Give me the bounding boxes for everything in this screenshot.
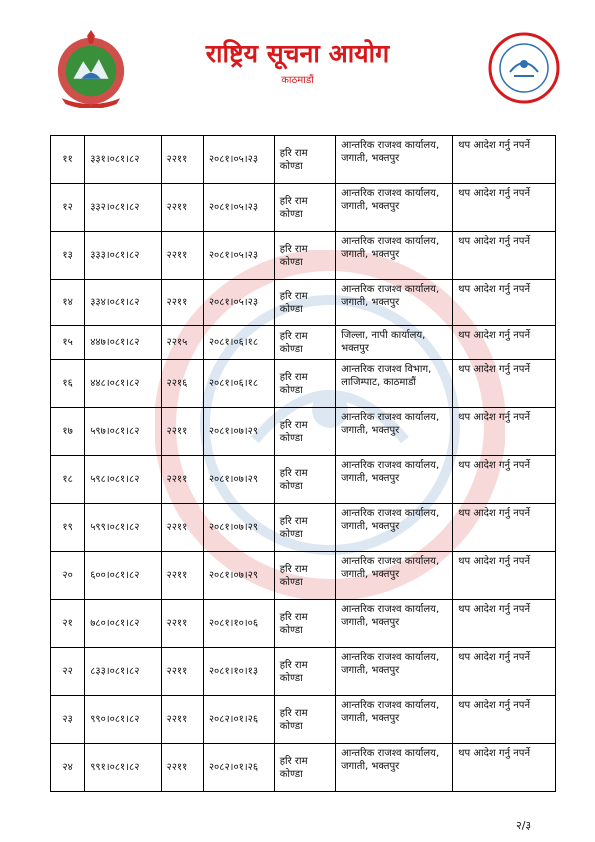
decision-cell: थप आदेश गर्नु नपर्ने	[453, 504, 556, 552]
table-row	[51, 136, 556, 184]
table-row	[51, 326, 556, 360]
applicant-name-cell: हरि राम कोण्डा	[274, 456, 335, 504]
serial-number-cell: १८	[51, 456, 85, 504]
decision-cell: थप आदेश गर्नु नपर्ने	[453, 280, 556, 326]
code-cell: २२११	[161, 600, 203, 648]
serial-number-cell: २०	[51, 552, 85, 600]
registration-number-cell: ३३१।०८१।८२	[85, 136, 161, 184]
nepal-government-emblem-icon	[52, 30, 130, 108]
decision-cell: थप आदेश गर्नु नपर्ने	[453, 136, 556, 184]
code-cell: २२११	[161, 744, 203, 792]
page-subtitle: काठमाडौं	[281, 75, 314, 86]
date-cell: २०८१।०७।२९	[203, 552, 274, 600]
code-cell: २२१५	[161, 326, 203, 360]
applicant-name-cell: हरि राम कोण्डा	[274, 360, 335, 408]
serial-number-cell: १६	[51, 360, 85, 408]
date-cell: २०८१।०७।२९	[203, 408, 274, 456]
registration-number-cell: ९९१।०८१।८२	[85, 744, 161, 792]
page-number: २/३	[516, 819, 532, 832]
code-cell: २२११	[161, 456, 203, 504]
registration-number-cell: ७८०।०८१।८२	[85, 600, 161, 648]
applicant-name-cell: हरि राम कोण्डा	[274, 184, 335, 232]
page-header	[0, 0, 595, 120]
registration-number-cell: ५९९।०८१।८२	[85, 504, 161, 552]
office-cell: आन्तरिक राजश्व कार्यालय, जगाती, भक्तपुर	[336, 744, 453, 792]
registration-number-cell: ३३३।०८१।८२	[85, 232, 161, 280]
code-cell: २२११	[161, 184, 203, 232]
code-cell: २२११	[161, 136, 203, 184]
page-title: राष्ट्रिय सूचना आयोग	[205, 39, 390, 68]
code-cell: २२११	[161, 232, 203, 280]
applicant-name-cell: हरि राम कोण्डा	[274, 600, 335, 648]
decision-cell: थप आदेश गर्नु नपर्ने	[453, 744, 556, 792]
decision-cell: थप आदेश गर्नु नपर्ने	[453, 408, 556, 456]
applicant-name-cell: हरि राम कोण्डा	[274, 744, 335, 792]
decision-cell: थप आदेश गर्नु नपर्ने	[453, 600, 556, 648]
office-cell: आन्तरिक राजश्व कार्यालय, जगाती, भक्तपुर	[336, 696, 453, 744]
table-row	[51, 648, 556, 696]
office-cell: आन्तरिक राजश्व कार्यालय, जगाती, भक्तपुर	[336, 504, 453, 552]
serial-number-cell: ११	[51, 136, 85, 184]
table-row	[51, 504, 556, 552]
applicant-name-cell: हरि राम कोण्डा	[274, 696, 335, 744]
applicant-name-cell: हरि राम कोण्डा	[274, 326, 335, 360]
applicant-name-cell: हरि राम कोण्डा	[274, 232, 335, 280]
registration-number-cell: ४४७।०८१।८२	[85, 326, 161, 360]
date-cell: २०८१।०५।२३	[203, 280, 274, 326]
date-cell: २०८२।०१।२६	[203, 744, 274, 792]
serial-number-cell: २३	[51, 696, 85, 744]
registration-number-cell: ३३४।०८१।८२	[85, 280, 161, 326]
office-cell: आन्तरिक राजश्व कार्यालय, जगाती, भक्तपुर	[336, 648, 453, 696]
table-row	[51, 280, 556, 326]
date-cell: २०८१।०७।२९	[203, 504, 274, 552]
applicant-name-cell: हरि राम कोण्डा	[274, 648, 335, 696]
decision-cell: थप आदेश गर्नु नपर्ने	[453, 648, 556, 696]
serial-number-cell: १७	[51, 408, 85, 456]
code-cell: २२१६	[161, 360, 203, 408]
code-cell: २२११	[161, 552, 203, 600]
office-cell: आन्तरिक राजश्व कार्यालय, जगाती, भक्तपुर	[336, 280, 453, 326]
records-table-body	[51, 136, 556, 792]
serial-number-cell: १२	[51, 184, 85, 232]
decision-cell: थप आदेश गर्नु नपर्ने	[453, 360, 556, 408]
serial-number-cell: १९	[51, 504, 85, 552]
date-cell: २०८१।०५।२३	[203, 232, 274, 280]
registration-number-cell: ९९०।०८१।८२	[85, 696, 161, 744]
registration-number-cell: ४४८।०८१।८२	[85, 360, 161, 408]
registration-number-cell: ८३३।०८१।८२	[85, 648, 161, 696]
table-row	[51, 232, 556, 280]
records-table	[50, 135, 556, 792]
code-cell: २२११	[161, 408, 203, 456]
office-cell: आन्तरिक राजश्व कार्यालय, जगाती, भक्तपुर	[336, 552, 453, 600]
decision-cell: थप आदेश गर्नु नपर्ने	[453, 184, 556, 232]
table-row	[51, 456, 556, 504]
date-cell: २०८१।०५।२३	[203, 184, 274, 232]
table-row	[51, 600, 556, 648]
serial-number-cell: २४	[51, 744, 85, 792]
serial-number-cell: १५	[51, 326, 85, 360]
serial-number-cell: १४	[51, 280, 85, 326]
office-cell: आन्तरिक राजश्व कार्यालय, जगाती, भक्तपुर	[336, 232, 453, 280]
serial-number-cell: २२	[51, 648, 85, 696]
office-cell: आन्तरिक राजश्व कार्यालय, जगाती, भक्तपुर	[336, 456, 453, 504]
registration-number-cell: ३३२।०८१।८२	[85, 184, 161, 232]
decision-cell: थप आदेश गर्नु नपर्ने	[453, 696, 556, 744]
date-cell: २०८१।०७।२९	[203, 456, 274, 504]
date-cell: २०८२।०१।२६	[203, 696, 274, 744]
decision-cell: थप आदेश गर्नु नपर्ने	[453, 326, 556, 360]
office-cell: आन्तरिक राजश्व कार्यालय, जगाती, भक्तपुर	[336, 600, 453, 648]
applicant-name-cell: हरि राम कोण्डा	[274, 504, 335, 552]
serial-number-cell: २१	[51, 600, 85, 648]
decision-cell: थप आदेश गर्नु नपर्ने	[453, 552, 556, 600]
serial-number-cell: १३	[51, 232, 85, 280]
registration-number-cell: ५९७।०८१।८२	[85, 408, 161, 456]
table-row	[51, 408, 556, 456]
table-row	[51, 744, 556, 792]
applicant-name-cell: हरि राम कोण्डा	[274, 280, 335, 326]
office-cell: आन्तरिक राजश्व कार्यालय, जगाती, भक्तपुर	[336, 136, 453, 184]
office-cell: आन्तरिक राजश्व कार्यालय, जगाती, भक्तपुर	[336, 408, 453, 456]
decision-cell: थप आदेश गर्नु नपर्ने	[453, 232, 556, 280]
code-cell: २२११	[161, 648, 203, 696]
table-row	[51, 696, 556, 744]
code-cell: २२११	[161, 504, 203, 552]
applicant-name-cell: हरि राम कोण्डा	[274, 552, 335, 600]
table-row	[51, 552, 556, 600]
code-cell: २२११	[161, 280, 203, 326]
date-cell: २०८१।१०।१३	[203, 648, 274, 696]
national-information-commission-seal-icon	[488, 32, 560, 104]
registration-number-cell: ६००।०८१।८२	[85, 552, 161, 600]
date-cell: २०८१।०६।१८	[203, 360, 274, 408]
applicant-name-cell: हरि राम कोण्डा	[274, 408, 335, 456]
decision-cell: थप आदेश गर्नु नपर्ने	[453, 456, 556, 504]
table-row	[51, 360, 556, 408]
registration-number-cell: ५९८।०८१।८२	[85, 456, 161, 504]
code-cell: २२११	[161, 696, 203, 744]
date-cell: २०८१।०५।२३	[203, 136, 274, 184]
date-cell: २०८१।०६।१८	[203, 326, 274, 360]
office-cell: जिल्ला, नापी कार्यालय, भक्तपुर	[336, 326, 453, 360]
date-cell: २०८१।१०।०६	[203, 600, 274, 648]
table-row	[51, 184, 556, 232]
applicant-name-cell: हरि राम कोण्डा	[274, 136, 335, 184]
office-cell: आन्तरिक राजश्व विभाग, लाजिम्पाट, काठमाडौं	[336, 360, 453, 408]
office-cell: आन्तरिक राजश्व कार्यालय, जगाती, भक्तपुर	[336, 184, 453, 232]
